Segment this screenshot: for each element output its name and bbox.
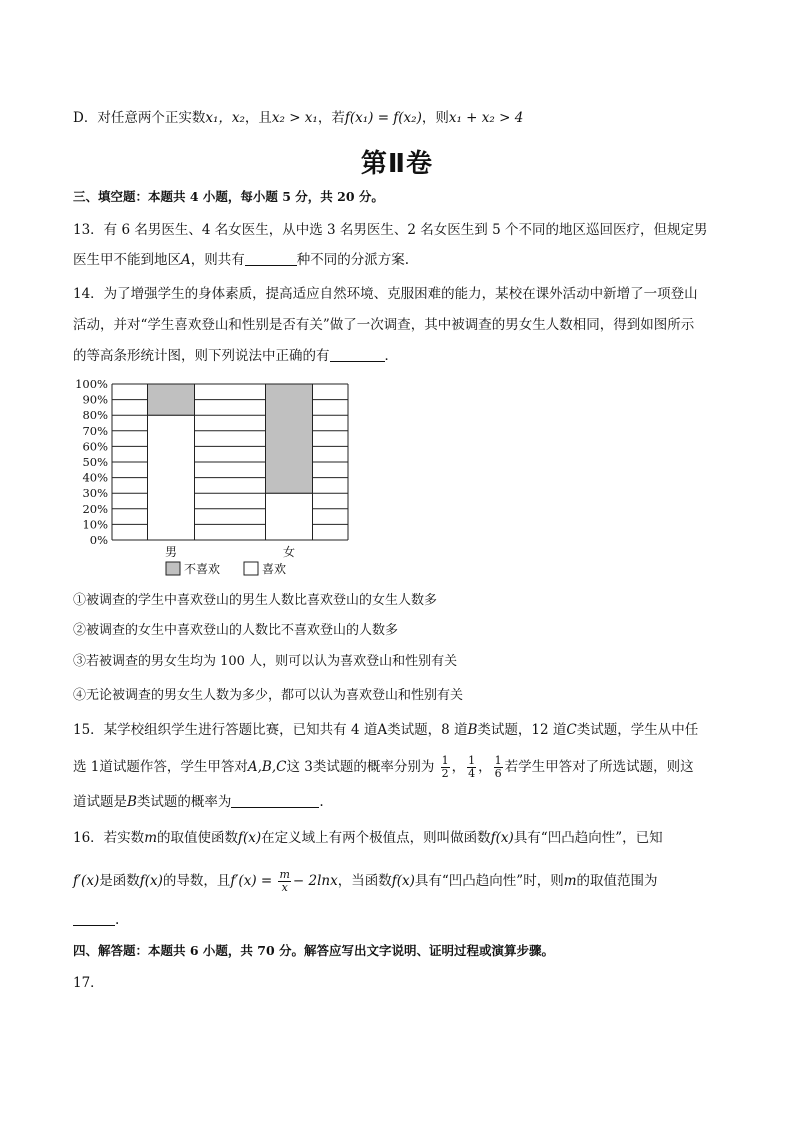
q15-line2: 选 1道试题作答，学生甲答对A,B,C这 3类试题的概率分别为 $\frac{1}{2}$ ， $\frac{1}{4}$ ， $\frac{1}{6}$ 若学生甲答对了所选试题，则这: [73, 754, 694, 780]
q14-line1: 14．为了增强学生的身体素质，提高适应自然环境、克服困难的能力，某校在课外活动中新增了一项登山: [73, 286, 698, 302]
q13-line1: 13．有 6 名男医生、4 名女医生，从中选 3 名男医生、2 名女医生到 5 个不同的地区巡回医疗，但规定男: [73, 222, 708, 238]
frac-den: x: [281, 881, 288, 894]
option-d-then: ，则: [421, 110, 449, 126]
frac-num: 1: [468, 754, 476, 767]
q16-line1-post: 具有“凹凸趋向性”，已知: [513, 830, 663, 846]
q14-opt3: ③若被调查的男女生均为 100 人，则可以认为喜欢登山和性别有关: [73, 654, 458, 669]
y-tick-label: 0%: [89, 533, 108, 547]
bar-不喜欢: [266, 384, 313, 493]
q13-line2: [73, 250, 409, 270]
option-d-cond-pre: ，且: [244, 110, 272, 126]
y-tick-label: 30%: [82, 486, 108, 501]
q16-line1-pre: 16．若实数: [73, 830, 145, 846]
y-tick-label: 60%: [82, 439, 108, 454]
q16-line2-m: m: [563, 873, 577, 889]
q13-line2-mid: ，则共有: [190, 252, 245, 268]
q13-line2-pre: 医生甲不能到地区: [73, 252, 181, 268]
y-tick-label: 70%: [82, 423, 108, 438]
y-tick-label: 50%: [82, 455, 108, 469]
q16-fprime: f′(x): [73, 873, 100, 889]
q17: 17．: [73, 975, 104, 991]
option-d-res: x₁ + x₂ > 4: [448, 110, 524, 126]
q15-abc: A,B,C: [247, 759, 287, 775]
q15-line2-pre: 选 1道试题作答，学生甲答对: [73, 759, 248, 775]
q15-line1: [73, 720, 698, 740]
q15-answer-blank[interactable]: [231, 793, 319, 808]
q14-line3: [73, 346, 398, 366]
chart-legend: [166, 561, 286, 576]
q16-fx-2: f(x): [490, 830, 514, 846]
legend-label: 不喜欢: [184, 562, 221, 576]
q15-line1-mid: 类试题，12 道: [477, 722, 567, 738]
q14-answer-blank[interactable]: [330, 347, 385, 362]
q15-line2-post: 若学生甲答对了所选试题，则这: [504, 759, 694, 775]
q16-line2-h: f(x): [391, 873, 415, 889]
q16-frac: [278, 869, 290, 894]
q15-line2-mid: 这 3类试题的概率分别为: [286, 759, 435, 775]
q15-frac-1: [441, 755, 450, 780]
q16-line2-b: 是函数: [99, 873, 140, 889]
q16-line2-i: 具有“凹凸趋向性”时，则: [414, 873, 564, 889]
legend-label: 喜欢: [262, 562, 287, 576]
q15-line3-pre: 道试题是: [73, 794, 127, 810]
q14-line3-post: ．: [384, 348, 398, 364]
q15-line3-post: 类试题的概率为: [136, 794, 232, 810]
frac-num: m: [279, 868, 290, 881]
q16-m: m: [144, 830, 157, 846]
legend-swatch: [244, 562, 258, 575]
q16-line1-mid2: 在定义域上有两个极值点，则叫做函数: [261, 830, 491, 846]
q16-line2-f: − 2lnx: [292, 873, 338, 889]
q16-line3: [73, 910, 119, 930]
q14-line2: 活动，并对“学生喜欢登山和性别是否有关”做了一次调查，其中被调查的男女生人数相同，得到如图所示: [73, 317, 695, 333]
frac-num: 1: [441, 754, 449, 767]
bar-不喜欢: [148, 384, 195, 415]
y-tick-label: 90%: [82, 392, 108, 407]
q16-line3-end: .: [115, 912, 120, 928]
section4-header: 四、解答题：本题共 6 小题，共 70 分。解答应写出文字说明、证明过程或演算步骤。: [73, 943, 555, 958]
x-tick-label: 女: [282, 545, 296, 559]
q16-line2-c: f(x): [139, 873, 163, 889]
q14-opt2: ②被调查的女生中喜欢登山的人数比不喜欢登山的人数多: [73, 623, 399, 638]
frac-den: 4: [468, 767, 476, 780]
q13-line2-post: 种不同的分派方案.: [296, 252, 410, 268]
stacked-bar-chart: [60, 374, 380, 586]
q15-c: C: [566, 722, 577, 738]
q16-line2-e: f′(x) =: [230, 873, 273, 889]
q15-line1-post: 类试题，学生从中任: [576, 722, 699, 738]
q15-frac-3: [494, 755, 503, 780]
option-d-label: D．对任意两个正实数: [73, 110, 206, 126]
x-tick-label: 男: [164, 545, 178, 559]
section3-header: 三、填空题：本题共 4 小题，每小题 5 分，共 20 分。: [73, 189, 384, 204]
q16-line1-mid: 的取值使函数: [157, 830, 238, 846]
frac-den: 6: [494, 767, 502, 780]
q14-line3-pre: 的等高条形统计图，则下列说法中正确的有: [73, 348, 330, 364]
y-tick-label: 40%: [82, 470, 108, 485]
q13-answer-blank[interactable]: [245, 251, 297, 266]
q14-opt1: ①被调查的学生中喜欢登山的男生人数比喜欢登山的女生人数多: [73, 593, 438, 608]
bar-喜欢: [266, 493, 313, 540]
y-tick-label: 80%: [82, 408, 108, 423]
q15-line3: [73, 792, 324, 812]
q15-line3-b: B: [127, 794, 137, 810]
bar-喜欢: [148, 415, 195, 540]
y-tick-label: 20%: [82, 501, 108, 516]
q16-fx: f(x): [238, 830, 262, 846]
frac-den: 2: [441, 767, 449, 780]
option-d-eq: f(x₁) = f(x₂): [344, 110, 422, 126]
q15-line3-end: .: [319, 794, 324, 810]
q16-line2-j: 的取值范围为: [576, 873, 658, 889]
option-d-cond: x₂ > x₁: [271, 110, 318, 126]
q13-var-a: A: [181, 252, 191, 268]
y-tick-label: 100%: [75, 377, 108, 391]
q16-answer-blank[interactable]: [73, 911, 115, 926]
x-axis-labels: [165, 545, 295, 559]
y-axis-ticks: [75, 377, 108, 547]
q15-frac-2: [467, 755, 476, 780]
y-tick-label: 10%: [82, 517, 108, 532]
q15-line1-pre: 15．某学校组织学生进行答题比赛，已知共有 4 道A类试题，8 道: [73, 722, 468, 738]
q16-line1: [73, 828, 663, 848]
frac-num: 1: [494, 754, 502, 767]
q16-line2-d: 的导数，且: [162, 873, 231, 889]
q16-line2-g: ，当函数: [337, 873, 392, 889]
section-title: 第Ⅱ卷: [360, 149, 434, 179]
q14-opt4: ④无论被调查的男女生人数为多少，都可以认为喜欢登山和性别有关: [73, 688, 464, 703]
option-d: [73, 108, 523, 128]
q15-b: B: [467, 722, 478, 738]
option-d-mid: ，若: [317, 110, 345, 126]
q16-line2: [73, 866, 658, 896]
option-d-vars: x₁，x₂: [205, 110, 245, 126]
legend-swatch: [166, 562, 180, 575]
